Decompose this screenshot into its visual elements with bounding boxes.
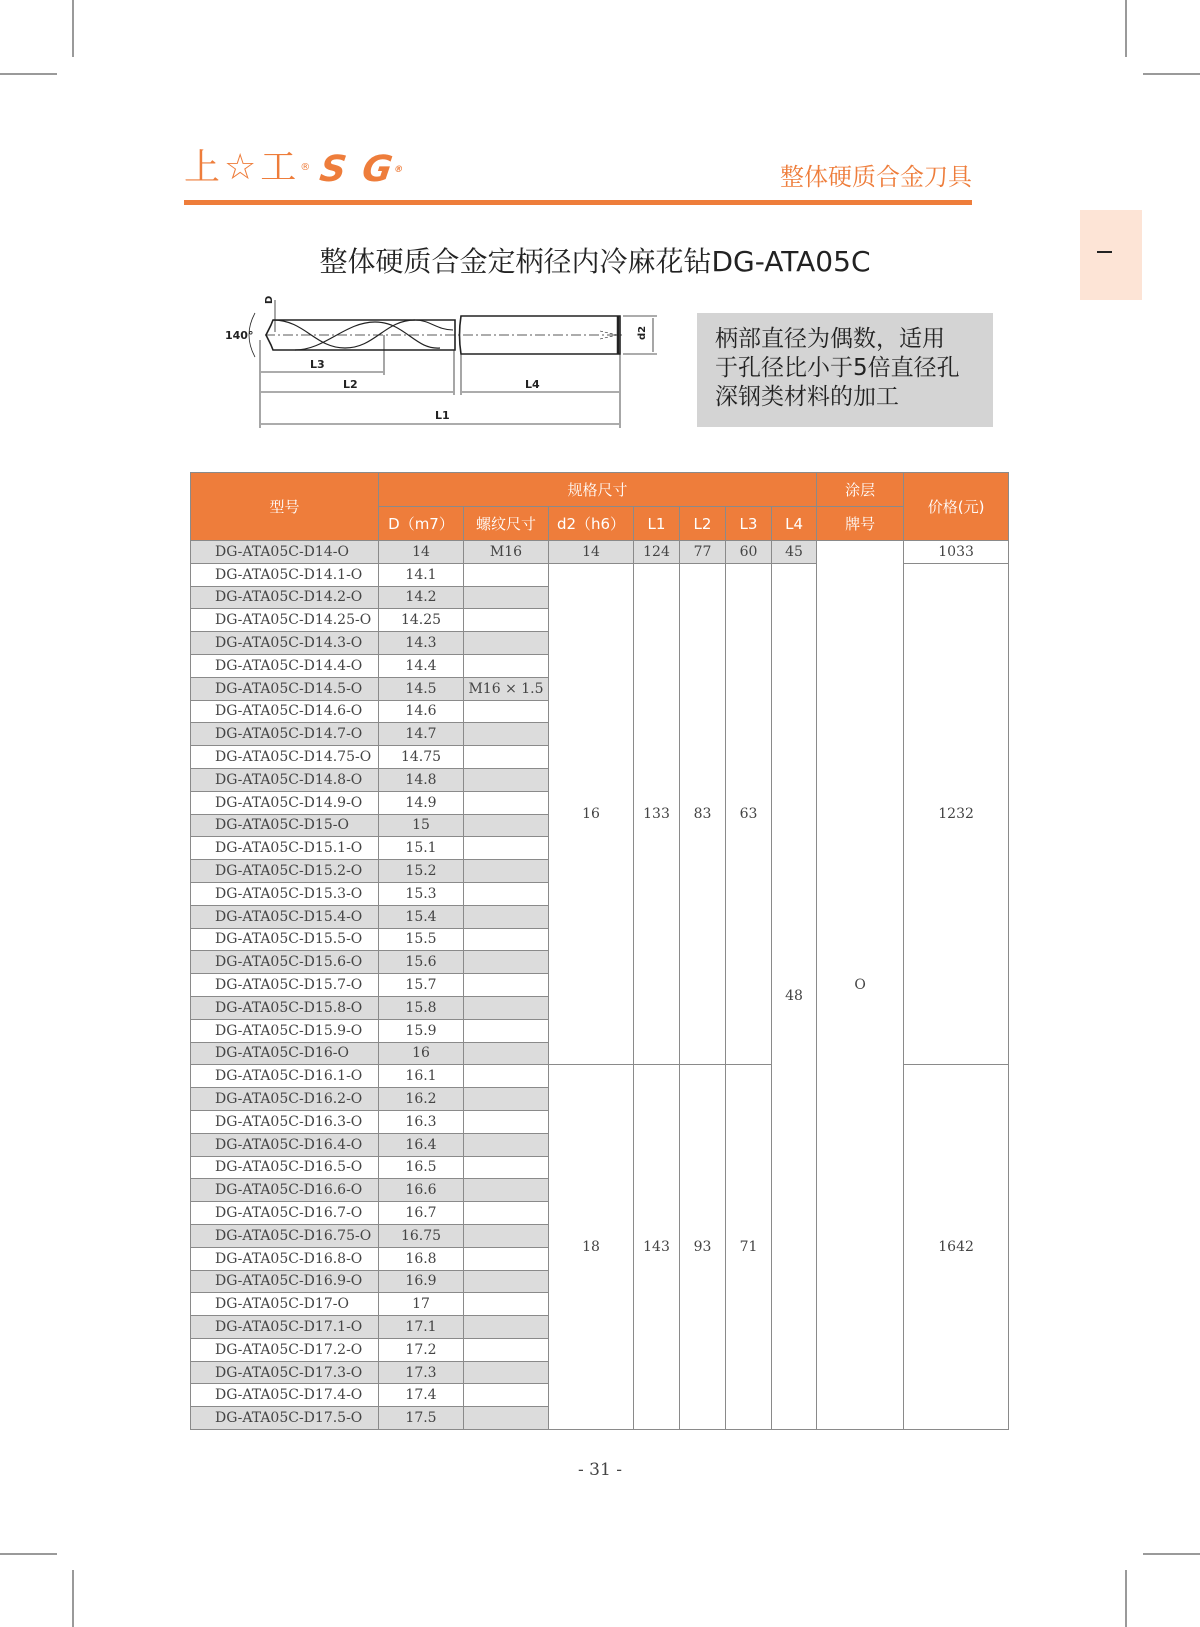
cell-thread: [464, 1088, 549, 1111]
cell-L3-merged: 71: [726, 1065, 772, 1430]
cell-model: DG-ATA05C-D15.5-O: [191, 928, 379, 951]
crop-mark: [1143, 1553, 1200, 1555]
note-line: 柄部直径为偶数，适用: [715, 326, 945, 352]
table-row: [191, 541, 1009, 564]
crop-mark: [1125, 0, 1127, 57]
cell-thread: [464, 791, 549, 814]
cell-D: 17.3: [379, 1361, 464, 1384]
cell-thread: [464, 586, 549, 609]
cell-thread: [464, 814, 549, 837]
header-L1: L1: [634, 507, 680, 541]
cell-L2-merged: 83: [680, 563, 726, 1065]
cell-model: DG-ATA05C-D16.3-O: [191, 1110, 379, 1133]
cell-thread: [464, 860, 549, 883]
cell-L1-merged: 133: [634, 563, 680, 1065]
cell-model: DG-ATA05C-D15.7-O: [191, 974, 379, 997]
cell-D: 15.1: [379, 837, 464, 860]
cell-D: 15.7: [379, 974, 464, 997]
cell-L4: 45: [772, 541, 817, 564]
cell-model: DG-ATA05C-D14.3-O: [191, 632, 379, 655]
cell-model: DG-ATA05C-D14.7-O: [191, 723, 379, 746]
logo-sg: [317, 149, 407, 190]
crop-mark: [72, 0, 74, 57]
cell-model: DG-ATA05C-D16.6-O: [191, 1179, 379, 1202]
cell-thread: [464, 837, 549, 860]
logo-shanggong: [184, 148, 310, 188]
cell-price: 1033: [904, 541, 1009, 564]
cell-D: 15.9: [379, 1019, 464, 1042]
cell-D: 14.8: [379, 768, 464, 791]
header-divider: [184, 200, 972, 205]
crop-mark: [0, 1553, 57, 1555]
header-model: 型号: [191, 473, 379, 541]
cell-model: DG-ATA05C-D16.4-O: [191, 1133, 379, 1156]
header-L2: L2: [680, 507, 726, 541]
cell-model: DG-ATA05C-D16.7-O: [191, 1202, 379, 1225]
cell-L3: 60: [726, 541, 772, 564]
cell-D: 16.2: [379, 1088, 464, 1111]
cell-model: DG-ATA05C-D14.4-O: [191, 654, 379, 677]
cell-D: 16.6: [379, 1179, 464, 1202]
cell-thread: [464, 1316, 549, 1339]
cell-D: 14.4: [379, 654, 464, 677]
cell-model: DG-ATA05C-D14.5-O: [191, 677, 379, 700]
header-d2: d2（h6）: [549, 507, 634, 541]
cell-model: DG-ATA05C-D14.9-O: [191, 791, 379, 814]
cell-model: DG-ATA05C-D14.1-O: [191, 563, 379, 586]
header-price: 价格(元): [904, 473, 1009, 541]
cell-thread: [464, 632, 549, 655]
cell-D: 17.5: [379, 1407, 464, 1430]
logo-brand-text: S G: [317, 149, 397, 190]
cell-D: 15: [379, 814, 464, 837]
cell-D: 16.3: [379, 1110, 464, 1133]
cell-L2: 77: [680, 541, 726, 564]
cell-coating-merged: O: [817, 541, 904, 1430]
cell-D: 14.75: [379, 746, 464, 769]
cell-model: DG-ATA05C-D15.1-O: [191, 837, 379, 860]
cell-thread: [464, 746, 549, 769]
cell-D: 16.1: [379, 1065, 464, 1088]
cell-D: 16.9: [379, 1270, 464, 1293]
cell-thread: [464, 1042, 549, 1065]
cell-D: 16.5: [379, 1156, 464, 1179]
page-number: - 31 -: [578, 1460, 622, 1480]
cell-thread: [464, 882, 549, 905]
cell-D: 14.5: [379, 677, 464, 700]
cell-model: DG-ATA05C-D15.6-O: [191, 951, 379, 974]
cell-d2-merged: 16: [549, 563, 634, 1065]
cell-thread: [464, 654, 549, 677]
cell-thread: [464, 996, 549, 1019]
cell-thread: M16: [464, 541, 549, 564]
cell-thread: [464, 1224, 549, 1247]
cell-thread: [464, 1407, 549, 1430]
cell-model: DG-ATA05C-D15-O: [191, 814, 379, 837]
cell-model: DG-ATA05C-D14.75-O: [191, 746, 379, 769]
cell-D: 14.7: [379, 723, 464, 746]
cell-thread: [464, 1156, 549, 1179]
cell-thread: [464, 1384, 549, 1407]
cell-D: 16: [379, 1042, 464, 1065]
header-spec-group: 规格尺寸: [379, 473, 817, 507]
cell-model: DG-ATA05C-D15.3-O: [191, 882, 379, 905]
cell-D: 15.4: [379, 905, 464, 928]
page-header: [184, 140, 972, 200]
cell-L4-merged: 48: [772, 563, 817, 1429]
header-D: D（m7）: [379, 507, 464, 541]
cell-L1: 124: [634, 541, 680, 564]
cell-D: 14.2: [379, 586, 464, 609]
cell-model: DG-ATA05C-D16.9-O: [191, 1270, 379, 1293]
registered-mark: ®: [393, 165, 406, 175]
cell-model: DG-ATA05C-D17.2-O: [191, 1338, 379, 1361]
cell-D: 17: [379, 1293, 464, 1316]
cell-model: DG-ATA05C-D16.75-O: [191, 1224, 379, 1247]
cell-thread: [464, 951, 549, 974]
cell-D: 16.8: [379, 1247, 464, 1270]
page-title: 整体硬质合金定柄径内冷麻花钻DG-ATA05C: [319, 245, 871, 278]
cell-model: DG-ATA05C-D16.2-O: [191, 1088, 379, 1111]
cell-model: DG-ATA05C-D15.9-O: [191, 1019, 379, 1042]
dim-L3-label: L3: [310, 358, 325, 371]
cell-thread: [464, 1247, 549, 1270]
header-grade: 牌号: [817, 507, 904, 541]
cell-D: 17.4: [379, 1384, 464, 1407]
cell-d2: 14: [549, 541, 634, 564]
cell-D: 15.2: [379, 860, 464, 883]
cell-thread: [464, 1338, 549, 1361]
cell-model: DG-ATA05C-D17.3-O: [191, 1361, 379, 1384]
cell-thread: [464, 1270, 549, 1293]
cell-L2-merged: 93: [680, 1065, 726, 1430]
cell-D: 16.75: [379, 1224, 464, 1247]
cell-model: DG-ATA05C-D15.8-O: [191, 996, 379, 1019]
cell-D: 14.1: [379, 563, 464, 586]
cell-thread: [464, 563, 549, 586]
cell-D: 14.3: [379, 632, 464, 655]
cell-model: DG-ATA05C-D16.8-O: [191, 1247, 379, 1270]
cell-thread: [464, 1202, 549, 1225]
cell-model: DG-ATA05C-D16.5-O: [191, 1156, 379, 1179]
cell-D: 14.9: [379, 791, 464, 814]
dim-L1-label: L1: [435, 409, 450, 422]
dim-L2-label: L2: [343, 378, 358, 391]
header-coating: 涂层: [817, 473, 904, 507]
cell-thread: [464, 1361, 549, 1384]
cell-thread: [464, 700, 549, 723]
crop-mark: [1125, 1570, 1127, 1627]
cell-model: DG-ATA05C-D14.6-O: [191, 700, 379, 723]
crop-mark: [0, 73, 57, 75]
cell-thread: [464, 1110, 549, 1133]
cell-model: DG-ATA05C-D16.1-O: [191, 1065, 379, 1088]
cell-thread: [464, 768, 549, 791]
cell-D: 15.8: [379, 996, 464, 1019]
angle-label: 140°: [225, 329, 254, 342]
cell-L1-merged: 143: [634, 1065, 680, 1430]
logo-text: 上☆工: [184, 147, 301, 188]
cell-thread: [464, 928, 549, 951]
cell-thread: [464, 609, 549, 632]
header-L3: L3: [726, 507, 772, 541]
cell-D: 15.5: [379, 928, 464, 951]
cell-model: DG-ATA05C-D14-O: [191, 541, 379, 564]
cell-model: DG-ATA05C-D16-O: [191, 1042, 379, 1065]
cell-d2-merged: 18: [549, 1065, 634, 1430]
spec-table: [190, 472, 1009, 1430]
cell-model: DG-ATA05C-D15.4-O: [191, 905, 379, 928]
cell-thread: [464, 1179, 549, 1202]
cell-D: 14.6: [379, 700, 464, 723]
cell-D: 14: [379, 541, 464, 564]
cell-price-merged: 1232: [904, 563, 1009, 1065]
cell-model: DG-ATA05C-D14.2-O: [191, 586, 379, 609]
cell-thread: M16 × 1.5: [464, 677, 549, 700]
cell-thread: [464, 905, 549, 928]
cell-D: 17.2: [379, 1338, 464, 1361]
note-line: 于孔径比小于5倍直径孔: [715, 355, 960, 381]
note-line: 深钢类材料的加工: [715, 384, 899, 410]
cell-model: DG-ATA05C-D14.8-O: [191, 768, 379, 791]
cell-thread: [464, 974, 549, 997]
cell-price-merged: 1642: [904, 1065, 1009, 1430]
cell-D: 16.7: [379, 1202, 464, 1225]
cell-D: 15.3: [379, 882, 464, 905]
crop-mark: [72, 1570, 74, 1627]
dim-D-label: D: [264, 295, 275, 304]
header-thread: 螺纹尺寸: [464, 507, 549, 541]
cell-model: DG-ATA05C-D17.5-O: [191, 1407, 379, 1430]
cell-model: DG-ATA05C-D15.2-O: [191, 860, 379, 883]
cell-D: 17.1: [379, 1316, 464, 1339]
dim-L4-label: L4: [525, 378, 540, 391]
cell-model: DG-ATA05C-D14.25-O: [191, 609, 379, 632]
cell-thread: [464, 1065, 549, 1088]
cell-D: 14.25: [379, 609, 464, 632]
cell-thread: [464, 1133, 549, 1156]
cell-model: DG-ATA05C-D17.1-O: [191, 1316, 379, 1339]
cell-L3-merged: 63: [726, 563, 772, 1065]
drill-drawing: [225, 295, 665, 440]
header-L4: L4: [772, 507, 817, 541]
cell-thread: [464, 723, 549, 746]
cell-thread: [464, 1293, 549, 1316]
usage-note: [697, 313, 993, 427]
cell-D: 15.6: [379, 951, 464, 974]
registered-mark: ®: [300, 162, 311, 173]
cell-model: DG-ATA05C-D17.4-O: [191, 1384, 379, 1407]
dim-d2-label: d2: [637, 325, 648, 340]
category-title: 整体硬质合金刀具: [780, 163, 972, 191]
cell-D: 16.4: [379, 1133, 464, 1156]
cell-model: DG-ATA05C-D17-O: [191, 1293, 379, 1316]
cell-thread: [464, 1019, 549, 1042]
crop-mark: [1143, 73, 1200, 75]
